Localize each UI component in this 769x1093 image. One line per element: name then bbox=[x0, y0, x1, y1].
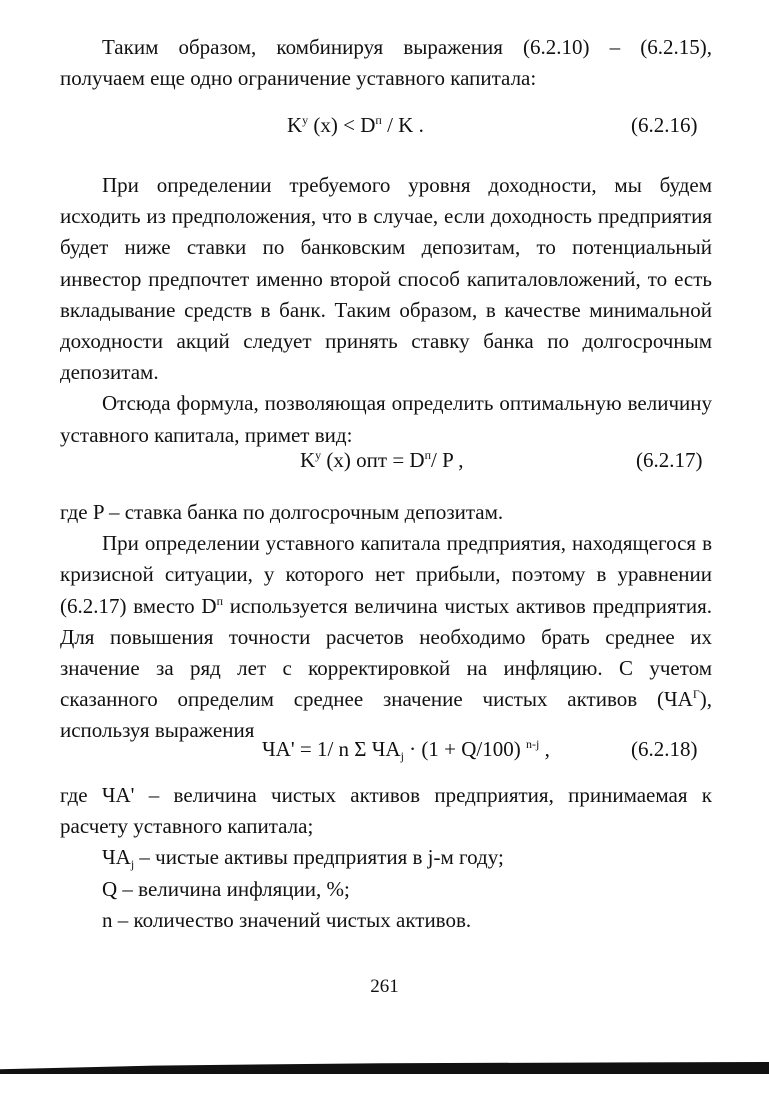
equation-number-6-2-16: (6.2.16) bbox=[631, 113, 698, 137]
formula-part: K bbox=[287, 113, 303, 137]
definition-caj bbox=[60, 842, 712, 873]
formula-part: ЧА' = 1/ n Σ ЧА bbox=[262, 737, 401, 761]
formula-sup: п bbox=[424, 448, 432, 462]
text-sup: Г bbox=[692, 687, 700, 702]
paragraph-yield-text: При определении требуемого уровня доходности, мы будем исходить из предположения, что в случае, если доходность предприятия будет ниже ставки по банковским депозитам, то потенциальный инвестор предпочтет именно второй способ капиталовложений, то есть вкладывание средств в банк. Таким образом, в качестве минимальной доходности акций следует принять ставку банка по долгосрочным депозитам. bbox=[60, 173, 712, 385]
paragraph-formula-intro: Отсюда формула, позволяющая определить оптимальную величину уставного капитала, примет вид: bbox=[60, 391, 712, 447]
text-part: – чистые активы предприятия в j-м году; bbox=[134, 845, 504, 870]
formula-sup: п bbox=[375, 113, 382, 127]
definition-n: n – количество значений чистых активов. bbox=[102, 907, 472, 932]
formula-sub: j bbox=[400, 749, 404, 763]
paragraph-crisis bbox=[60, 497, 712, 747]
formula-6-2-16 bbox=[287, 113, 424, 138]
text-part: используется величина чистых активов предприятия. Для повышения точности расчетов необходимо брать среднее их значение за ряд лет с корректировкой на инфляцию. С учетом сказанного определим среднее значение чистых активов (ЧА bbox=[60, 593, 712, 712]
formula-part: (x) < D bbox=[308, 113, 376, 137]
formula-part: , bbox=[539, 737, 550, 761]
definition-ca: где ЧА' – величина чистых активов предприятия, принимаемая к расчету уставного капитала; bbox=[60, 783, 712, 839]
paragraph-where-p: где P – ставка банка по долгосрочным депозитам. bbox=[60, 500, 504, 524]
equation-number-6-2-17: (6.2.17) bbox=[636, 448, 703, 472]
formula-part: K bbox=[300, 448, 316, 472]
text-sub: j bbox=[130, 857, 135, 872]
formula-part: · (1 + Q/100) bbox=[403, 737, 526, 761]
equation-number-6-2-18: (6.2.18) bbox=[631, 737, 698, 761]
paragraph-definitions bbox=[60, 780, 712, 936]
text-part: При определении уставного капитала предприятия, находящегося в кризисной ситуации, у которого нет прибыли, поэтому в уравнении (6.2.17) вместо D bbox=[60, 531, 712, 618]
definition-q: Q – величина инфляции, %; bbox=[102, 876, 350, 901]
page-number: 261 bbox=[370, 976, 399, 997]
formula-sup: у bbox=[302, 113, 309, 127]
scan-edge-bar bbox=[0, 1062, 769, 1074]
formula-part: / P , bbox=[431, 448, 464, 472]
paragraph-crisis-text bbox=[60, 528, 712, 746]
paragraph-yield bbox=[60, 170, 712, 451]
formula-sup: n-j bbox=[525, 737, 540, 751]
formula-sup: у bbox=[315, 448, 322, 462]
formula-6-2-17 bbox=[300, 448, 464, 473]
formula-6-2-18 bbox=[262, 737, 550, 762]
text-part: ЧА bbox=[102, 845, 131, 870]
formula-part: (x) опт = D bbox=[321, 448, 425, 472]
text-sup: п bbox=[216, 593, 223, 608]
paragraph-intro: Таким образом, комбинируя выражения (6.2.10) – (6.2.15), получаем еще одно ограничение уставного капитала: bbox=[60, 35, 712, 91]
text-part: ), используя выражения bbox=[60, 687, 712, 743]
formula-part: / K . bbox=[381, 113, 424, 137]
